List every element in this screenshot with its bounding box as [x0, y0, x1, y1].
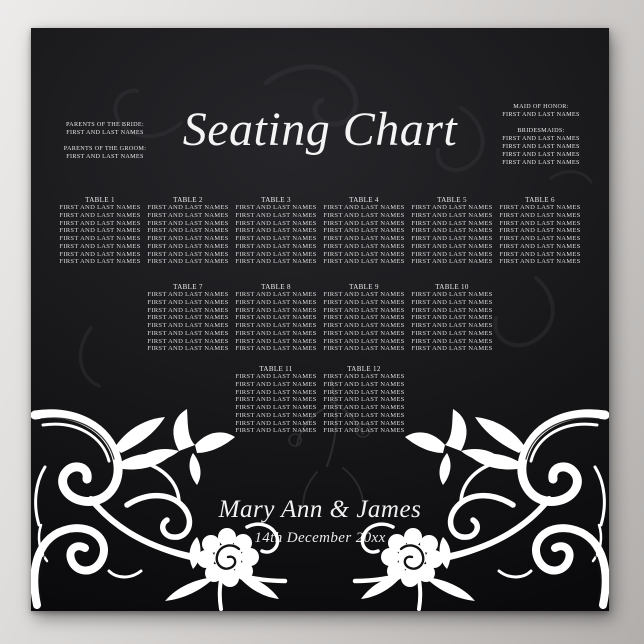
- guest-name: FIRST AND LAST NAMES: [411, 298, 493, 306]
- guest-name: FIRST AND LAST NAMES: [235, 427, 317, 435]
- tables-row-2: [31, 283, 609, 353]
- bridal-party-role: PARENTS OF THE GROOM:: [63, 145, 147, 152]
- guest-name: FIRST AND LAST NAMES: [235, 235, 317, 242]
- guest-name: FIRST AND LAST NAMES: [411, 306, 493, 314]
- guest-name: FIRST AND LAST NAMES: [323, 411, 405, 419]
- guest-name: FIRST AND LAST NAMES: [323, 322, 405, 329]
- seating-chart-poster: [31, 28, 609, 611]
- guest-name: FIRST AND LAST NAMES: [147, 227, 229, 235]
- bridal-party-name: FIRST AND LAST NAMES: [502, 151, 580, 158]
- table-block: [145, 283, 231, 353]
- guest-name: FIRST AND LAST NAMES: [147, 211, 229, 219]
- guest-name: FIRST AND LAST NAMES: [59, 250, 141, 258]
- guest-name: FIRST AND LAST NAMES: [323, 227, 405, 235]
- guest-name: FIRST AND LAST NAMES: [235, 258, 317, 266]
- guest-name: FIRST AND LAST NAMES: [235, 388, 317, 396]
- guest-name: FIRST AND LAST NAMES: [323, 235, 405, 242]
- guest-name: FIRST AND LAST NAMES: [147, 298, 229, 306]
- guest-name: FIRST AND LAST NAMES: [147, 306, 229, 314]
- table-title: TABLE 11: [259, 365, 293, 373]
- guest-name: FIRST AND LAST NAMES: [235, 306, 317, 314]
- guest-name: FIRST AND LAST NAMES: [147, 322, 229, 329]
- guest-name: FIRST AND LAST NAMES: [147, 291, 229, 298]
- guest-name: FIRST AND LAST NAMES: [411, 337, 493, 345]
- guest-name: FIRST AND LAST NAMES: [323, 396, 405, 404]
- guest-name: FIRST AND LAST NAMES: [147, 242, 229, 250]
- event-date: 14th December 20xx: [254, 530, 386, 546]
- guest-name: FIRST AND LAST NAMES: [235, 227, 317, 235]
- corner-flourish-left-icon: [31, 409, 289, 611]
- table-title: TABLE 5: [437, 196, 467, 204]
- table-title: TABLE 9: [349, 283, 379, 291]
- guest-name: FIRST AND LAST NAMES: [323, 291, 405, 298]
- guest-name: FIRST AND LAST NAMES: [235, 291, 317, 298]
- guest-name: FIRST AND LAST NAMES: [323, 388, 405, 396]
- table-block: [409, 283, 495, 353]
- guest-name: FIRST AND LAST NAMES: [235, 373, 317, 380]
- guest-name: FIRST AND LAST NAMES: [323, 298, 405, 306]
- table-title: TABLE 8: [261, 283, 291, 291]
- guest-name: FIRST AND LAST NAMES: [235, 419, 317, 427]
- bridal-party-group: [486, 103, 596, 119]
- guest-name: FIRST AND LAST NAMES: [147, 337, 229, 345]
- guest-name: FIRST AND LAST NAMES: [147, 219, 229, 227]
- guest-name: FIRST AND LAST NAMES: [235, 345, 317, 353]
- guest-name: FIRST AND LAST NAMES: [499, 250, 581, 258]
- guest-name: FIRST AND LAST NAMES: [411, 227, 493, 235]
- guest-name: FIRST AND LAST NAMES: [323, 204, 405, 211]
- guest-name: FIRST AND LAST NAMES: [323, 258, 405, 266]
- guest-name: FIRST AND LAST NAMES: [499, 235, 581, 242]
- poster-title: Seating Chart: [182, 103, 458, 156]
- guest-name: FIRST AND LAST NAMES: [323, 337, 405, 345]
- guest-name: FIRST AND LAST NAMES: [323, 419, 405, 427]
- guest-name: FIRST AND LAST NAMES: [235, 242, 317, 250]
- table-title: TABLE 4: [349, 196, 379, 204]
- guest-name: FIRST AND LAST NAMES: [235, 396, 317, 404]
- guest-name: FIRST AND LAST NAMES: [411, 345, 493, 353]
- guest-name: FIRST AND LAST NAMES: [323, 219, 405, 227]
- table-block: [233, 196, 319, 266]
- bridal-party-name: FIRST AND LAST NAMES: [66, 129, 144, 136]
- guest-name: FIRST AND LAST NAMES: [147, 329, 229, 337]
- guest-name: FIRST AND LAST NAMES: [147, 314, 229, 322]
- guest-name: FIRST AND LAST NAMES: [411, 322, 493, 329]
- table-title: TABLE 7: [173, 283, 203, 291]
- guest-name: FIRST AND LAST NAMES: [147, 345, 229, 353]
- guest-name: FIRST AND LAST NAMES: [59, 227, 141, 235]
- guest-name: FIRST AND LAST NAMES: [411, 219, 493, 227]
- guest-name: FIRST AND LAST NAMES: [235, 219, 317, 227]
- bridal-party-name: FIRST AND LAST NAMES: [502, 135, 580, 142]
- bridal-party-name: FIRST AND LAST NAMES: [66, 153, 144, 160]
- bridal-party-group: [486, 127, 596, 167]
- guest-name: FIRST AND LAST NAMES: [499, 242, 581, 250]
- guest-name: FIRST AND LAST NAMES: [323, 380, 405, 388]
- table-block: [57, 196, 143, 266]
- guest-name: FIRST AND LAST NAMES: [411, 314, 493, 322]
- guest-name: FIRST AND LAST NAMES: [323, 427, 405, 435]
- bridal-party-right-column: [486, 103, 596, 167]
- bridal-party-role: MAID OF HONOR:: [513, 103, 569, 110]
- guest-name: FIRST AND LAST NAMES: [59, 219, 141, 227]
- guest-name: FIRST AND LAST NAMES: [499, 204, 581, 211]
- guest-name: FIRST AND LAST NAMES: [147, 250, 229, 258]
- guest-name: FIRST AND LAST NAMES: [235, 404, 317, 411]
- guest-name: FIRST AND LAST NAMES: [411, 250, 493, 258]
- guest-name: FIRST AND LAST NAMES: [499, 258, 581, 266]
- guest-name: FIRST AND LAST NAMES: [499, 219, 581, 227]
- guest-name: FIRST AND LAST NAMES: [411, 258, 493, 266]
- guest-name: FIRST AND LAST NAMES: [59, 242, 141, 250]
- guest-name: FIRST AND LAST NAMES: [323, 306, 405, 314]
- table-block: [409, 196, 495, 266]
- guest-name: FIRST AND LAST NAMES: [499, 227, 581, 235]
- bridal-party-name: FIRST AND LAST NAMES: [502, 143, 580, 150]
- guest-name: FIRST AND LAST NAMES: [235, 204, 317, 211]
- guest-name: FIRST AND LAST NAMES: [235, 250, 317, 258]
- tables-row-1: [31, 196, 609, 266]
- guest-name: FIRST AND LAST NAMES: [411, 204, 493, 211]
- guest-name: FIRST AND LAST NAMES: [235, 337, 317, 345]
- guest-name: FIRST AND LAST NAMES: [323, 250, 405, 258]
- guest-name: FIRST AND LAST NAMES: [59, 211, 141, 219]
- bridal-party-name: FIRST AND LAST NAMES: [502, 159, 580, 166]
- guest-name: FIRST AND LAST NAMES: [323, 329, 405, 337]
- table-title: TABLE 12: [347, 365, 381, 373]
- guest-name: FIRST AND LAST NAMES: [323, 242, 405, 250]
- corner-flourish-right-icon: [351, 409, 609, 611]
- tables-grid: [31, 196, 609, 435]
- table-title: TABLE 6: [525, 196, 555, 204]
- guest-name: FIRST AND LAST NAMES: [235, 298, 317, 306]
- table-title: TABLE 3: [261, 196, 291, 204]
- guest-name: FIRST AND LAST NAMES: [235, 329, 317, 337]
- table-title: TABLE 2: [173, 196, 203, 204]
- table-title: TABLE 1: [85, 196, 115, 204]
- bridal-party-role: BRIDESMAIDS:: [517, 127, 565, 134]
- table-block: [321, 283, 407, 353]
- guest-name: FIRST AND LAST NAMES: [147, 204, 229, 211]
- guest-name: FIRST AND LAST NAMES: [411, 291, 493, 298]
- bridal-party-name: FIRST AND LAST NAMES: [502, 111, 580, 118]
- guest-name: FIRST AND LAST NAMES: [323, 404, 405, 411]
- guest-name: FIRST AND LAST NAMES: [147, 258, 229, 266]
- guest-name: FIRST AND LAST NAMES: [411, 329, 493, 337]
- guest-name: FIRST AND LAST NAMES: [323, 211, 405, 219]
- table-block: [233, 283, 319, 353]
- guest-name: FIRST AND LAST NAMES: [235, 211, 317, 219]
- guest-name: FIRST AND LAST NAMES: [235, 322, 317, 329]
- guest-name: FIRST AND LAST NAMES: [323, 373, 405, 380]
- table-title: TABLE 10: [435, 283, 469, 291]
- guest-name: FIRST AND LAST NAMES: [499, 211, 581, 219]
- guest-name: FIRST AND LAST NAMES: [235, 314, 317, 322]
- guest-name: FIRST AND LAST NAMES: [411, 235, 493, 242]
- guest-name: FIRST AND LAST NAMES: [235, 380, 317, 388]
- guest-name: FIRST AND LAST NAMES: [235, 411, 317, 419]
- guest-name: FIRST AND LAST NAMES: [147, 235, 229, 242]
- guest-name: FIRST AND LAST NAMES: [59, 235, 141, 242]
- guest-name: FIRST AND LAST NAMES: [59, 204, 141, 211]
- table-block: [145, 196, 231, 266]
- guest-name: FIRST AND LAST NAMES: [411, 211, 493, 219]
- couple-names: Mary Ann & James: [218, 496, 422, 523]
- guest-name: FIRST AND LAST NAMES: [323, 314, 405, 322]
- guest-name: FIRST AND LAST NAMES: [59, 258, 141, 266]
- guest-name: FIRST AND LAST NAMES: [323, 345, 405, 353]
- guest-name: FIRST AND LAST NAMES: [411, 242, 493, 250]
- bridal-party-role: PARENTS OF THE BRIDE:: [66, 121, 144, 128]
- table-block: [321, 196, 407, 266]
- table-block: [497, 196, 583, 266]
